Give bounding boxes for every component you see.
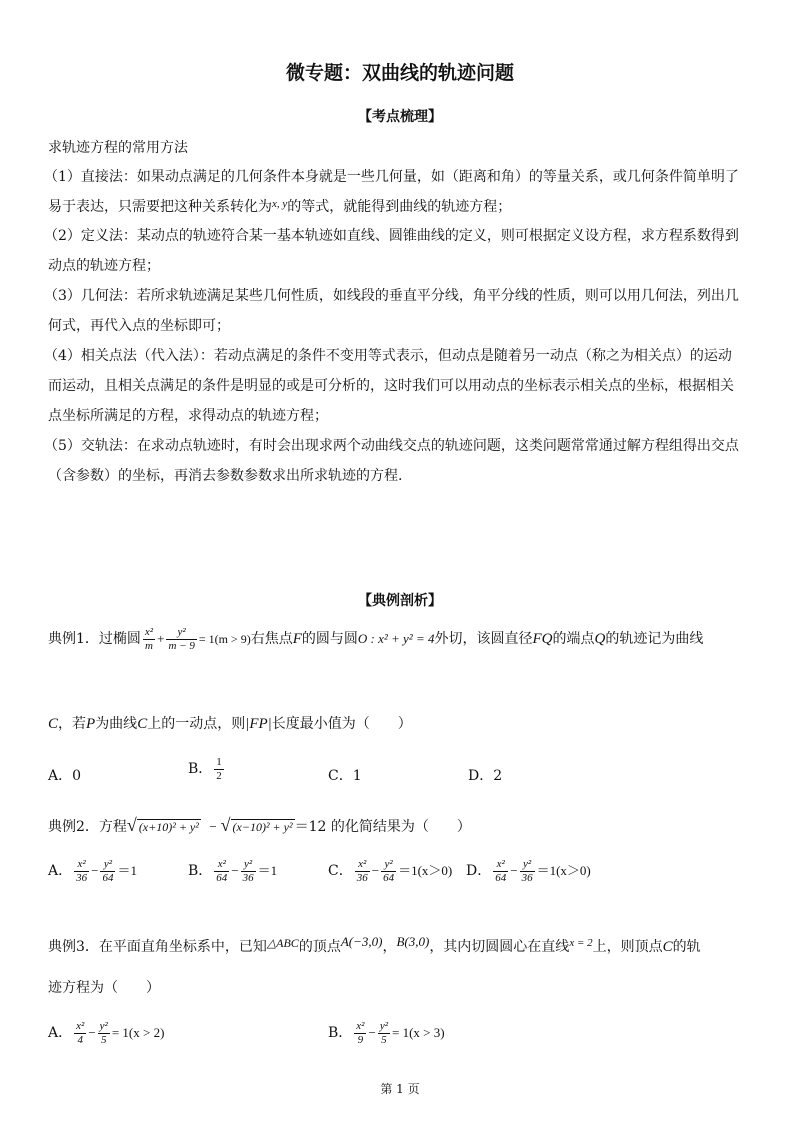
circle-O-equation: O : x² + y² = 4 [357, 631, 435, 647]
example-1-option-b: B． $\frac{1}{2}$ [188, 756, 222, 782]
method-3-line-2: 何式，再代入点的坐标即可； [48, 318, 230, 334]
triangle-ABC: △ABC [266, 936, 299, 950]
example-1-option-d: D．2 [468, 768, 503, 784]
example-2-line-1: 典例2．方程√ (x+10)² + y² − √ (x−10)² + y² ＝12 的化简结果为（ ） [48, 815, 471, 835]
point-Q: Q [594, 631, 606, 648]
line-x-2: x = 2 [569, 937, 593, 949]
radical-1: (x+10)² + y² [138, 820, 199, 834]
method-3-line-1: （3）几何法：若所求轨迹满足某些几何性质，如线段的垂直平分线，角平分线的性质，则可以用几何法，列出几 [44, 288, 739, 304]
example-1-line-2: C，若P为曲线C上的一动点，则|FP|长度最小值为（ ） [48, 716, 412, 732]
method-5-line-1: （5）交轨法：在求动点轨迹时，有时会出现求两个动曲线交点的轨迹问题，这类问题常常通过解方程组得出交点 [44, 438, 739, 454]
method-2-line-2: 动点的轨迹方程； [48, 258, 160, 274]
ellipse-equation-tail: = 1(m > 9) [198, 632, 251, 647]
example-3-line-1: 典例3．在平面直角坐标系中，已知△ABC的顶点A(−3,0)，B(3,0)，其内切圆圆心在直线$^{x = 2}$上，则顶点C的轨 [48, 934, 701, 955]
method-1-text-b: 的等式，就能得到曲线的轨迹方程； [287, 199, 512, 215]
example-1-lead: 典例1．过椭圆 [48, 631, 141, 648]
ellipse-term-y: $\frac{\text{y²}}{m - 9}$ [168, 626, 195, 652]
example-1-line-1: 典例1．过椭圆 $\frac{\text{x²}}{m}$ + $\frac{\text{y²}}{m - 9}$ = 1(m > 9)右焦点F的圆与圆O : x² + y² = 4外切，该圆直径FQ的端点Q的轨迹记为曲线 [48, 626, 704, 652]
section-heading-key-points: 【考点梳理】 [358, 109, 442, 125]
diameter-FQ: FQ [532, 631, 553, 648]
section-heading-examples: 【典例剖析】 [358, 593, 442, 609]
method-1-text-a: 易于表达，只需要把这种关系转化为 [48, 199, 272, 215]
example-3-option-b: B． $\frac{\text{x²}}{9}$ − $\frac{\text{y²}}{5}$ = 1(x > 3) [328, 1020, 445, 1046]
vertex-B: B(3,0) [396, 934, 430, 949]
radical-2: (x−10)² + y² [232, 820, 293, 834]
example-1-option-a: A．0 [48, 768, 82, 784]
method-4-line-2: 而运动，且相关点满足的条件是明显的或是可分析的，这时我们可以用动点的坐标表示相关点的坐标，根据相关 [48, 378, 734, 394]
methods-heading: 求轨迹方程的常用方法 [48, 140, 188, 156]
example-3-option-a: A． $\frac{\text{x²}}{4}$ − $\frac{\text{y²}}{5}$ = 1(x > 2) [48, 1020, 165, 1046]
focus-F: F [292, 631, 302, 648]
method-2-line-1: （2）定义法：某动点的轨迹符合某一基本轨迹如直线、圆锥曲线的定义，则可根据定义设方程，求方程系数得到 [44, 228, 739, 244]
method-5-line-2: （含参数）的坐标，再消去参数参数求出所求轨迹的方程. [48, 468, 403, 484]
example-3-line-2: 迹方程为（ ） [48, 980, 160, 996]
length-FP: |FP| [245, 716, 272, 732]
page-footer: 第 1 页 [380, 1082, 420, 1096]
method-1-variables: x, y [272, 198, 288, 210]
method-4-line-1: （4）相关点法（代入法）：若动点满足的条件不变用等式表示，但动点是随着另一动点（称之为相关点）的运动 [44, 348, 732, 364]
vertex-A: A(−3,0) [340, 934, 383, 949]
method-1-line-1: （1）直接法：如果动点满足的几何条件本身就是一些几何量，如（距离和角）的等量关系，或几何条件简单明了 [44, 169, 739, 185]
method-4-line-3: 点坐标所满足的方程，求得动点的轨迹方程； [48, 408, 328, 424]
method-1-line-2 [48, 196, 511, 216]
ellipse-term-x: $\frac{\text{x²}}{m}$ [144, 626, 154, 652]
example-2-option-b: B． $\frac{\text{x²}}{64}$ − $\frac{\text{y²}}{36}$ ＝1 [188, 858, 278, 884]
example-2-option-a: A． $\frac{\text{x²}}{36}$ − $\frac{\text{y²}}{64}$ ＝1 [48, 858, 137, 884]
page-title: 微专题：双曲线的轨迹问题 [285, 62, 514, 84]
example-1-option-c: C．1 [328, 768, 362, 784]
example-2-option-d: D． $\frac{\text{x²}}{64}$ − $\frac{\text{y²}}{36}$ ＝1(x＞0) [466, 858, 591, 884]
example-2-option-c: C． $\frac{\text{x²}}{36}$ − $\frac{\text{y²}}{64}$ ＝1(x＞0) [328, 858, 453, 884]
